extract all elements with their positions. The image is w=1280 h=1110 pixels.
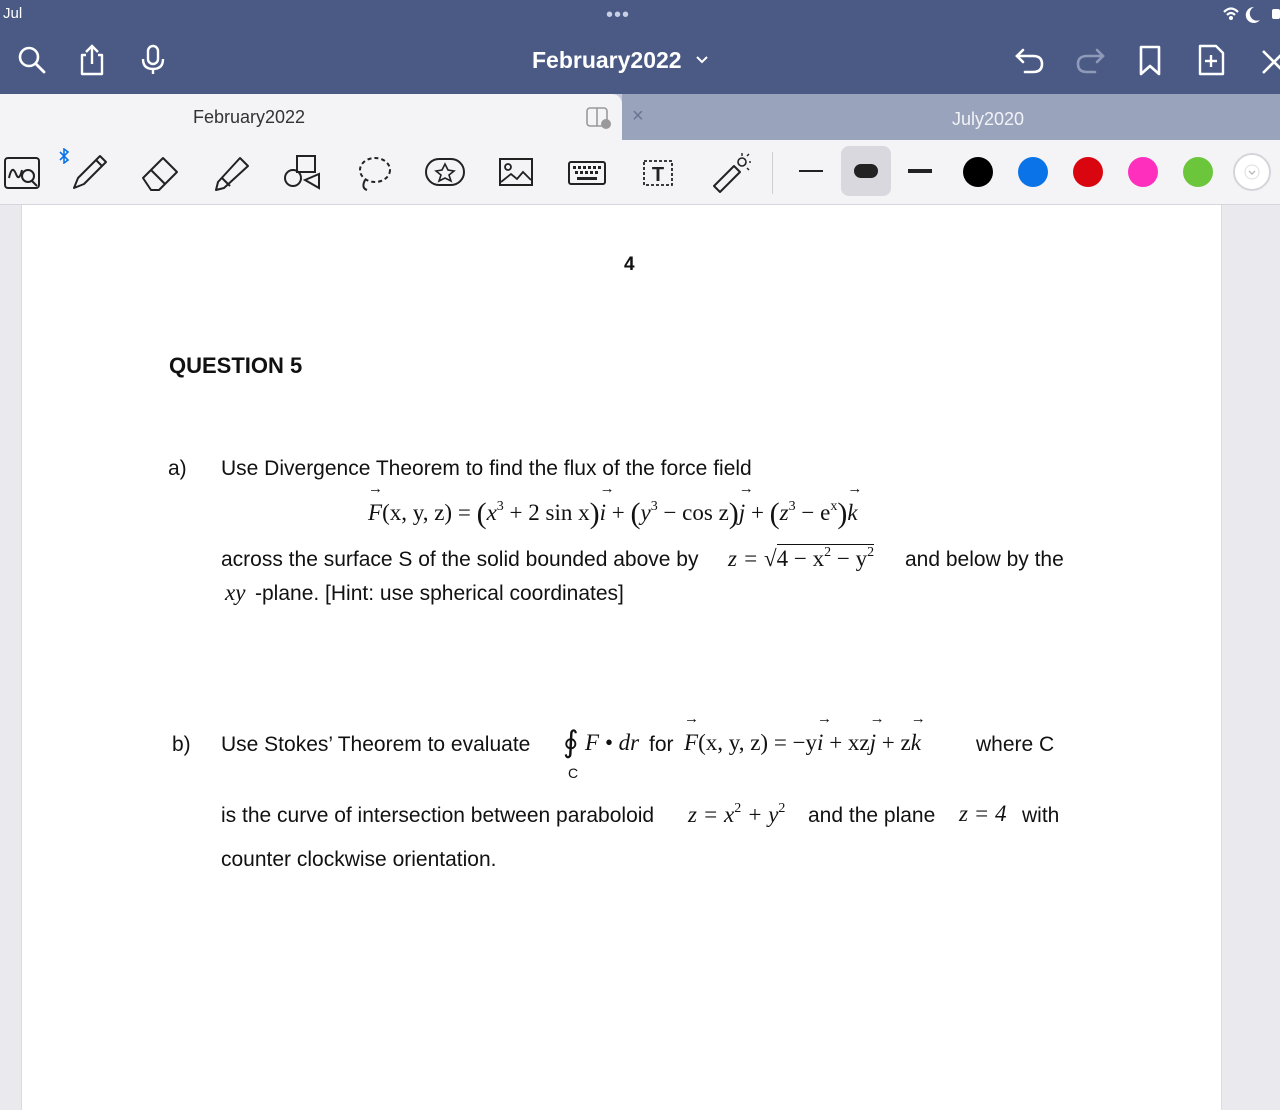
thickness-medium[interactable] — [854, 164, 878, 178]
svg-text:T: T — [651, 164, 665, 186]
laser-pointer-icon[interactable] — [703, 148, 755, 198]
drawing-toolbar — [0, 140, 1280, 205]
tab-february2022[interactable] — [0, 94, 622, 140]
shapes-icon[interactable] — [276, 148, 328, 198]
plane-equation: z = 4 — [959, 801, 1007, 826]
part-b-label: b) — [172, 733, 191, 756]
tab-july2020[interactable] — [622, 94, 1280, 140]
tab-close-icon[interactable]: × — [632, 105, 644, 127]
part-a-label: a) — [168, 457, 187, 480]
part-a-line3-end: and below by the — [905, 548, 1064, 571]
color-swatch-black[interactable] — [963, 157, 993, 187]
keyboard-icon[interactable] — [561, 148, 613, 198]
color-swatch-blue[interactable] — [1018, 157, 1048, 187]
part-a-line1: Use Divergence Theorem to find the flux of the force field — [221, 457, 752, 480]
thickness-thin[interactable] — [799, 170, 823, 172]
line-integral-expression: F • dr — [585, 730, 640, 755]
part-a-line3-start: across the surface S of the solid bounded above by — [221, 548, 699, 571]
add-page-icon[interactable] — [1191, 40, 1231, 80]
stokes-field-formula: → F(x, y, z) = −y→ i + xz→ j + z→ k — [684, 730, 921, 756]
part-b-line1: Use Stokes’ Theorem to evaluate — [221, 733, 531, 756]
force-field-formula: → F(x, y, $z) = (x^3 + 2$ $\sin x)\to i + (y^3 - \cos z)\to j + (z^3 - e^x)\to k$ — [368, 497, 858, 531]
color-swatch-white[interactable] — [1233, 153, 1271, 191]
top-navigation-bar — [0, 0, 1280, 94]
color-swatch-pink[interactable] — [1128, 157, 1158, 187]
close-icon[interactable] — [1252, 40, 1280, 80]
search-icon[interactable] — [12, 40, 52, 80]
toolbar-divider — [772, 152, 773, 194]
undo-icon[interactable] — [1010, 40, 1050, 80]
contour-label: C — [568, 765, 579, 781]
text-box-icon[interactable] — [632, 148, 684, 198]
lasso-icon[interactable] — [348, 148, 400, 198]
pen-icon[interactable] — [63, 148, 115, 198]
handwriting-search-icon[interactable] — [0, 148, 49, 198]
color-swatch-green[interactable] — [1183, 157, 1213, 187]
image-icon[interactable] — [490, 148, 542, 198]
paraboloid-equation: $z = x^2 + y^2$ — [688, 801, 786, 827]
chevron-down-icon — [1244, 164, 1260, 180]
for-word: for — [649, 733, 674, 756]
hemisphere-equation: $z = √4 - x^2 - y^2$ — [728, 545, 875, 571]
sticker-icon[interactable] — [419, 148, 471, 198]
thickness-thick[interactable] — [908, 169, 932, 173]
question-heading: QUESTION 5 — [169, 353, 303, 378]
page-number: 4 — [624, 254, 635, 275]
color-swatch-red[interactable] — [1073, 157, 1103, 187]
xy-variable: xy — [225, 580, 246, 605]
split-view-icon[interactable] — [586, 107, 612, 129]
status-time: Jul — [3, 5, 23, 22]
wifi-icon — [1220, 4, 1280, 24]
multitasking-dots[interactable]: ••• — [606, 4, 631, 26]
tab-label: July2020 — [952, 109, 1025, 129]
redo-icon[interactable] — [1070, 40, 1110, 80]
document-title[interactable]: February2022 — [532, 47, 682, 73]
part-b-line2-start: is the curve of intersection between paraboloid — [221, 804, 655, 827]
and-the-plane: and the plane — [808, 804, 936, 827]
microphone-icon[interactable] — [133, 40, 173, 80]
part-a-line4: -plane. [Hint: use spherical coordinates] — [255, 582, 624, 605]
part-b-line3: counter clockwise orientation. — [221, 848, 497, 871]
status-icons — [1220, 4, 1280, 24]
bookmark-icon[interactable] — [1130, 40, 1170, 80]
eraser-icon[interactable] — [134, 148, 186, 198]
where-c: where C — [976, 733, 1055, 756]
tab-label: February2022 — [193, 107, 306, 127]
chevron-down-icon[interactable] — [694, 52, 710, 68]
highlighter-icon[interactable] — [205, 148, 257, 198]
document-page[interactable] — [21, 205, 1222, 1110]
with-word: with — [1022, 804, 1060, 827]
share-icon[interactable] — [72, 40, 112, 80]
contour-integral-symbol: ∮ — [563, 726, 579, 759]
